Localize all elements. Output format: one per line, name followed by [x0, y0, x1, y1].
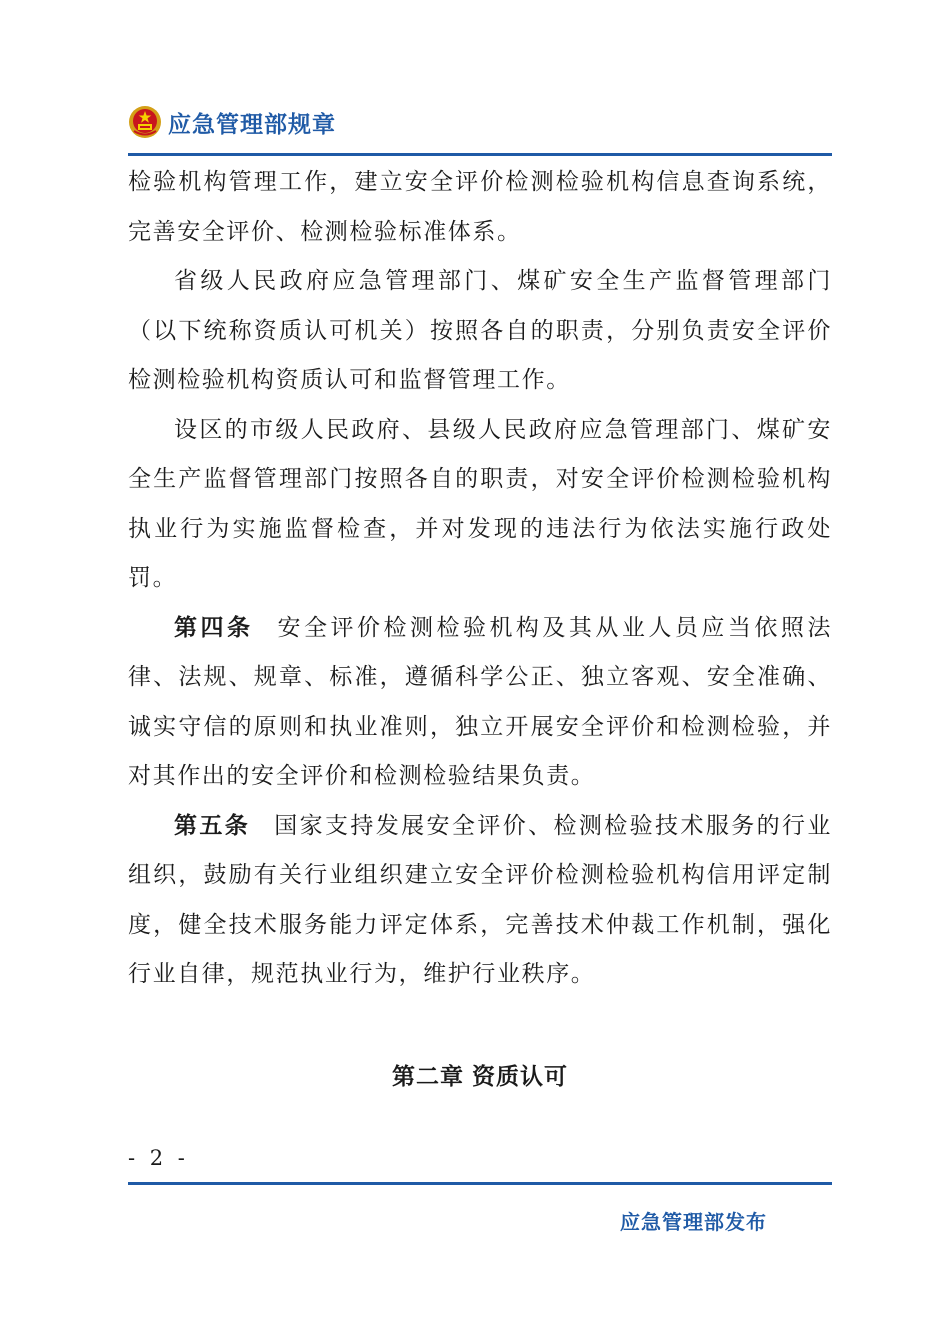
article-4-label: 第四条 [174, 614, 254, 641]
article-4-text: 安全评价检测检验机构及其从业人员应当依照法律、法规、规章、标准，遵循科学公正、独立客观、安全准确、诚实守信的原则和执业准则，独立开展安全评价和检测检验，并对其作出的安全评价和检测检验结果负责。 [128, 614, 832, 789]
header-divider [128, 153, 832, 156]
document-body [128, 158, 832, 1000]
article-4 [128, 604, 832, 802]
paragraph-provincial: 省级人民政府应急管理部门、煤矿安全生产监督管理部门（以下统称资质认可机关）按照各自的职责，分别负责安全评价检测检验机构资质认可和监督管理工作。 [128, 268, 832, 393]
chapter-number: 第二章 [391, 1064, 464, 1090]
page-number: - 2 - [128, 1146, 189, 1170]
header-title: 应急管理部规章 [168, 111, 336, 138]
article-5-label: 第五条 [174, 812, 251, 839]
paragraph-municipal: 设区的市级人民政府、县级人民政府应急管理部门、煤矿安全生产监督管理部门按照各自的职责，对安全评价检测检验机构执业行为实施监督检查，并对发现的违法行为依法实施行政处罚。 [128, 416, 832, 591]
footer-publisher: 应急管理部发布 [620, 1210, 767, 1234]
article-5 [128, 802, 832, 1000]
page-header [128, 100, 336, 144]
paragraph-continued: 检验机构管理工作，建立安全评价检测检验机构信息查询系统，完善安全评价、检测检验标准体系。 [128, 169, 832, 245]
chapter-heading [128, 1058, 832, 1091]
footer-divider [128, 1182, 832, 1185]
national-emblem-icon [128, 105, 162, 139]
article-5-text: 国家支持发展安全评价、检测检验技术服务的行业组织，鼓励有关行业组织建立安全评价检测检验机构信用评定制度，健全技术服务能力评定体系，完善技术仲裁工作机制，强化行业自律，规范执业行为，维护行业秩序。 [128, 812, 832, 987]
chapter-title: 资质认可 [472, 1064, 568, 1090]
